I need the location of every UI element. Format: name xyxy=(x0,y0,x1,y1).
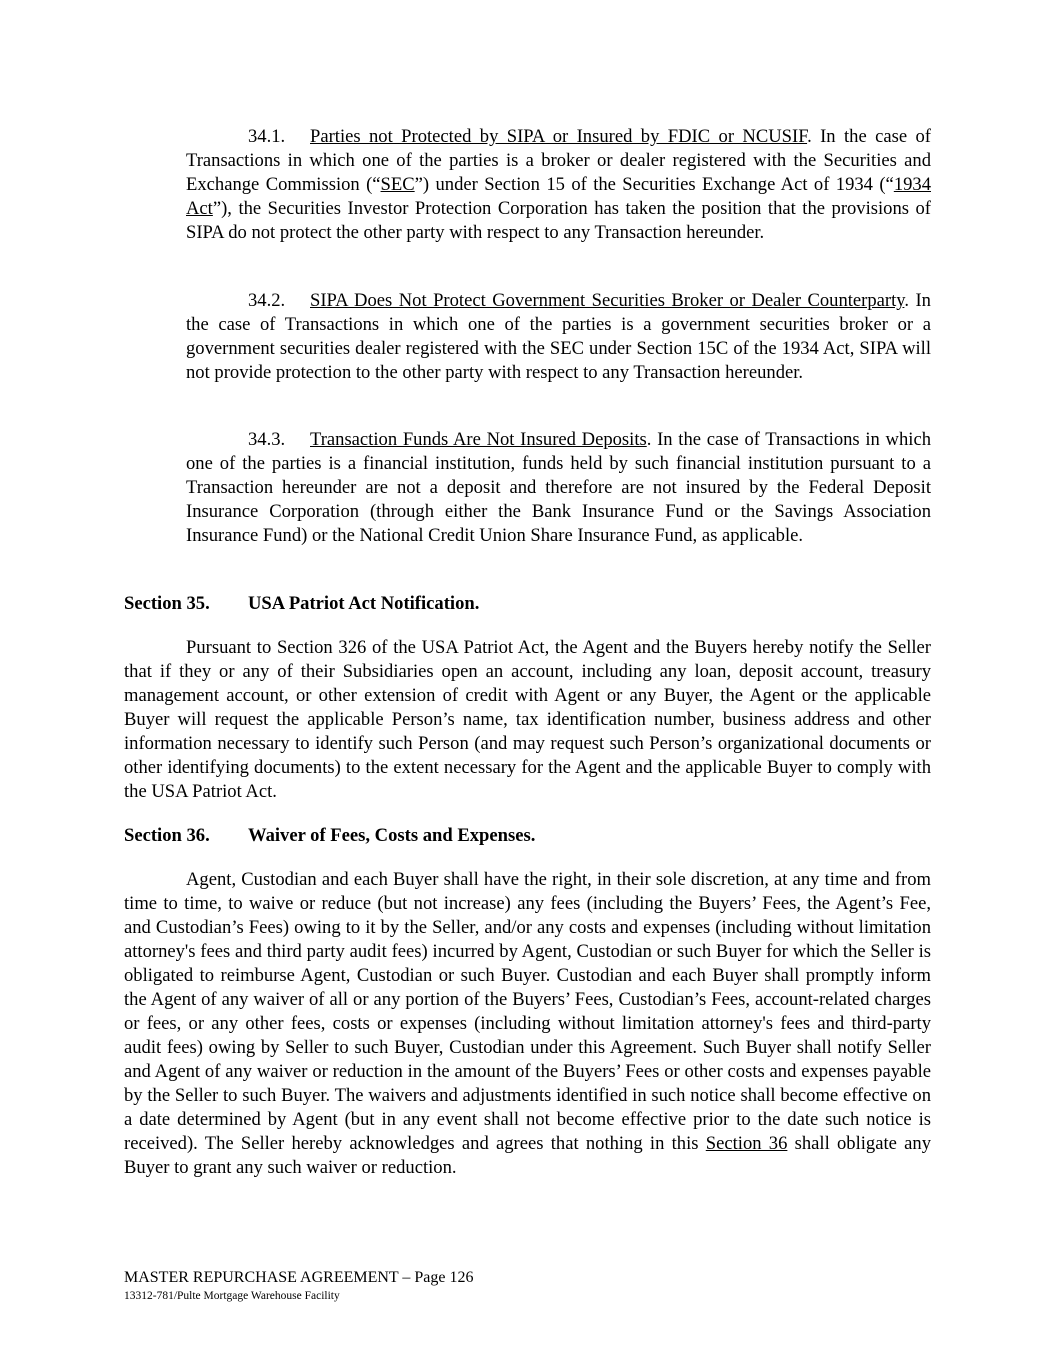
section-36-heading xyxy=(124,824,535,848)
section-title: USA Patriot Act Notification. xyxy=(248,593,480,614)
subsection-title: Parties not Protected by SIPA or Insured by FDIC or NCUSIF xyxy=(310,126,808,147)
subsection-text: ”), the Securities Investor Protection Corporation has taken the position that the provisions of SIPA do not protect the other party with respect to any Transaction hereunder. xyxy=(186,198,931,243)
section-number: Section 36. xyxy=(124,825,210,846)
section-title: Waiver of Fees, Costs and Expenses. xyxy=(248,825,536,846)
footer-title: MASTER REPURCHASE AGREEMENT – Page 126 xyxy=(124,1269,474,1286)
section-35-heading xyxy=(124,592,479,616)
section-36-cross-reference: Section 36 xyxy=(705,1133,788,1154)
section-36-text: Agent, Custodian and each Buyer shall have the right, in their sole discretion, at any time and from time to time, to waive or reduce (but not increase) any fees (including the Buyers’ Fees, the Agent’s Fee, and Custodian’s Fees) owing to it by the Seller, and/or any costs and expenses (including without limitation attorney's fees and third party audit fees) incurred by Agent, Custodian or such Buyer for which the Seller is obligated to reimburse Agent, Custodian or such Buyer. Custodian and each Buyer shall promptly inform the Agent of any waiver of all or any portion of the Buyers’ Fees, Custodian’s Fees, account-related charges or fees, or any other fees, costs or expenses (including without limitation attorney's fees and third-party audit fees) owing by Seller to such Buyer, Custodian under this Agreement. Such Buyer shall notify Seller and Agent of any waiver or reduction in the amount of the Buyers’ Fees or other costs and expenses payable by the Seller to such Buyer. The waivers and adjustments identified in such notice shall become effective on a date determined by Agent (but in any event shall not become effective prior to the date such notice is received). The Seller hereby acknowledges and agrees that nothing in this xyxy=(124,869,931,1154)
subsection-34-2 xyxy=(186,289,931,385)
section-35-body: Pursuant to Section 326 of the USA Patriot Act, the Agent and the Buyers hereby notify the Seller that if they or any of their Subsidiaries open an account, including any loan, deposit account, treasury management account, or other extension of credit with Agent or any Buyer, the Agent or the applicable Buyer will request the applicable Person’s name, tax identification number, business address and other information necessary to identify such Person (and may request such Person’s organizational documents or other identifying documents) to the extent necessary for the Agent and the applicable Buyer to comply with the USA Patriot Act. xyxy=(124,637,931,802)
defined-term-sec: SEC xyxy=(380,174,415,195)
subsection-number: 34.3. xyxy=(248,429,286,450)
section-36-text: shall obligate any Buyer to grant any such waiver or reduction. xyxy=(124,1133,931,1178)
subsection-34-1 xyxy=(186,125,931,245)
subsection-number: 34.1. xyxy=(248,126,286,147)
subsection-text: ”) under Section 15 of the Securities Exchange Act of 1934 (“ xyxy=(414,174,894,195)
subsection-34-3 xyxy=(186,428,931,548)
subsection-text: . In the case of Transactions in which one of the parties is a government securities broker or a government securities dealer registered with the SEC under Section 15C of the 1934 Act, SIPA will not provide protection to the other party with respect to any Transaction hereunder. xyxy=(186,290,931,383)
subsection-text: . In the case of Transactions in which one of the parties is a financial institution, funds held by such financial institution pursuant to a Transaction hereunder are not a deposit and therefore are not insured by the Federal Deposit Insurance Corporation (through either the Bank Insurance Fund or the Savings Association Insurance Fund) or the National Credit Union Share Insurance Fund, as applicable. xyxy=(186,429,931,546)
section-number: Section 35. xyxy=(124,593,210,614)
defined-term-1934-act: 1934 Act xyxy=(186,174,931,219)
subsection-number: 34.2. xyxy=(248,290,286,311)
subsection-title: SIPA Does Not Protect Government Securities Broker or Dealer Counterparty xyxy=(310,290,905,311)
footer-document-reference: 13312-781/Pulte Mortgage Warehouse Facility xyxy=(124,1290,340,1302)
section-36-body xyxy=(124,868,931,1180)
subsection-title: Transaction Funds Are Not Insured Deposits xyxy=(310,429,647,450)
subsection-text: . In the case of Transactions in which one of the parties is a broker or dealer registered with the Securities and Exchange Commission (“ xyxy=(186,126,931,195)
